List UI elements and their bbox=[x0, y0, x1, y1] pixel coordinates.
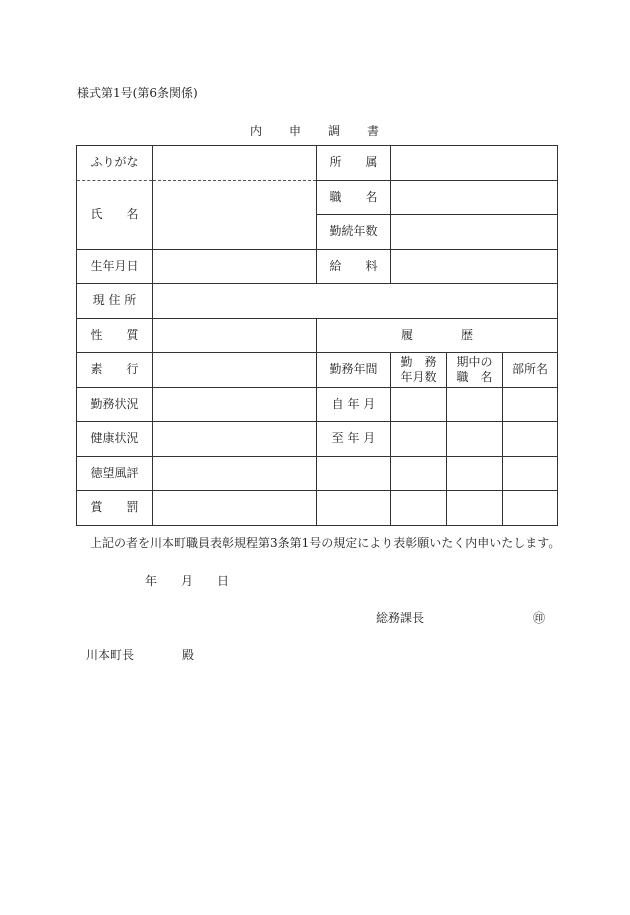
history-cell[interactable] bbox=[317, 491, 391, 526]
health-status-field[interactable] bbox=[153, 422, 317, 457]
affiliation-field[interactable] bbox=[391, 146, 558, 181]
affiliation-label: 所 属 bbox=[317, 146, 391, 181]
work-status-label: 勤務状況 bbox=[77, 387, 153, 422]
document-title: 内 申 調 書 bbox=[249, 124, 380, 138]
history-cell[interactable] bbox=[503, 491, 558, 526]
years-of-service-field[interactable] bbox=[391, 215, 558, 250]
conduct-label: 素 行 bbox=[77, 353, 153, 388]
salary-label: 給 料 bbox=[317, 249, 391, 284]
character-field[interactable] bbox=[153, 318, 317, 353]
history-cell[interactable] bbox=[447, 422, 503, 457]
addressee: 川本町長 殿 bbox=[86, 648, 195, 662]
job-title-field[interactable] bbox=[391, 180, 558, 215]
reputation-field[interactable] bbox=[153, 456, 317, 491]
name-field[interactable] bbox=[153, 180, 317, 249]
history-service-years-header bbox=[391, 353, 447, 388]
health-status-label: 健康状況 bbox=[77, 422, 153, 457]
history-period-header: 勤務年間 bbox=[317, 353, 391, 388]
history-cell[interactable] bbox=[503, 387, 558, 422]
history-position-header bbox=[447, 353, 503, 388]
address-field[interactable] bbox=[153, 284, 558, 319]
salary-field[interactable] bbox=[391, 249, 558, 284]
history-cell[interactable] bbox=[503, 422, 558, 457]
service-years-line2: 年月数 bbox=[400, 369, 437, 384]
rewards-penalties-label: 賞 罰 bbox=[77, 491, 153, 526]
history-cell[interactable] bbox=[317, 456, 391, 491]
history-cell[interactable] bbox=[447, 387, 503, 422]
conduct-field[interactable] bbox=[153, 353, 317, 388]
name-label: 氏 名 bbox=[77, 180, 153, 249]
history-department-header: 部所名 bbox=[503, 353, 558, 388]
statement-text: 上記の者を川本町職員表彰規程第3条第1号の規定により表彰願いたく内申いたします。 bbox=[90, 536, 561, 550]
position-line1: 期中の bbox=[456, 354, 493, 369]
history-cell[interactable] bbox=[447, 456, 503, 491]
character-label: 性 質 bbox=[77, 318, 153, 353]
furigana-label: ふりがな bbox=[77, 146, 153, 181]
history-cell[interactable] bbox=[391, 491, 447, 526]
history-cell[interactable] bbox=[503, 456, 558, 491]
history-cell[interactable] bbox=[391, 456, 447, 491]
date-line: 年 月 日 bbox=[145, 574, 230, 588]
seal-mark: ㊞ bbox=[533, 611, 546, 625]
position-line2: 職 名 bbox=[456, 369, 493, 384]
history-to-label: 至 年 月 bbox=[317, 422, 391, 457]
history-header: 履 歴 bbox=[317, 318, 558, 353]
birthdate-field[interactable] bbox=[153, 249, 317, 284]
history-cell[interactable] bbox=[391, 422, 447, 457]
report-form-table bbox=[76, 145, 558, 526]
service-years-line1: 勤 務 bbox=[400, 354, 437, 369]
work-status-field[interactable] bbox=[153, 387, 317, 422]
signer-title: 総務課長 bbox=[376, 611, 425, 625]
furigana-field[interactable] bbox=[153, 146, 317, 181]
reputation-label: 徳望風評 bbox=[77, 456, 153, 491]
address-label: 現 住 所 bbox=[77, 284, 153, 319]
history-cell[interactable] bbox=[447, 491, 503, 526]
history-cell[interactable] bbox=[391, 387, 447, 422]
history-from-label: 自 年 月 bbox=[317, 387, 391, 422]
rewards-penalties-field[interactable] bbox=[153, 491, 317, 526]
form-reference: 様式第1号(第6条関係) bbox=[77, 86, 198, 100]
years-of-service-label: 勤続年数 bbox=[317, 215, 391, 250]
job-title-label: 職 名 bbox=[317, 180, 391, 215]
birthdate-label: 生年月日 bbox=[77, 249, 153, 284]
